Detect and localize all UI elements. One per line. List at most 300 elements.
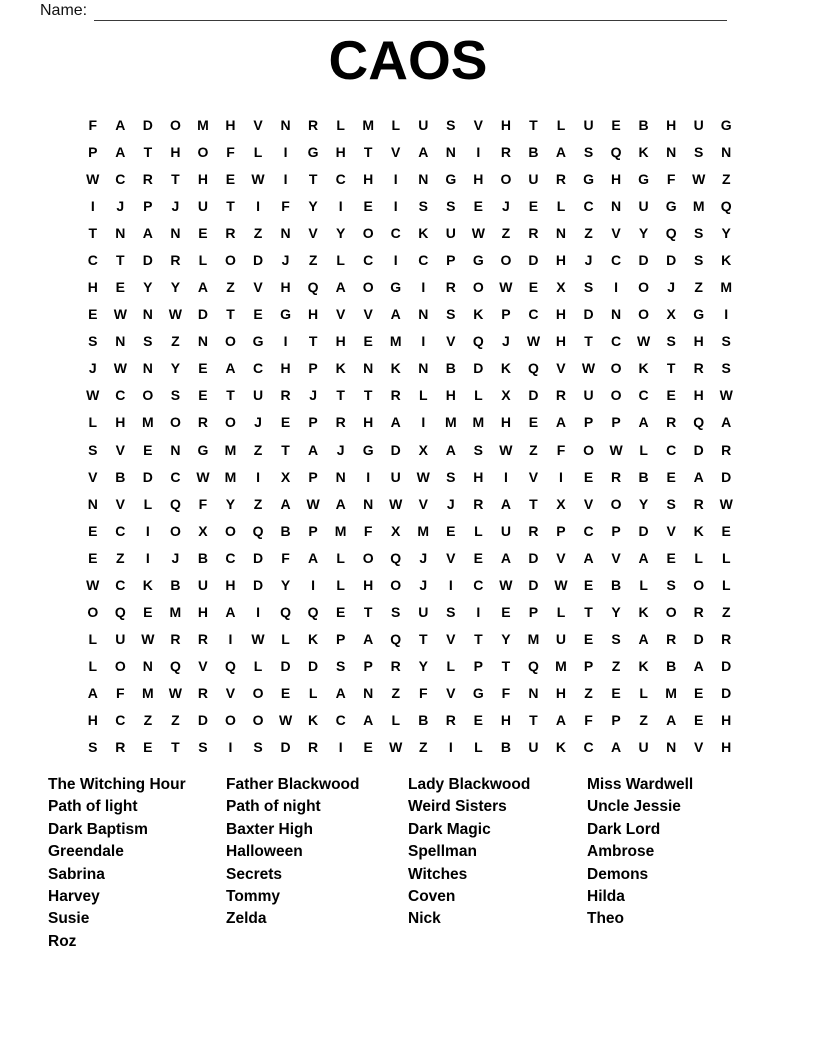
grid-letter: B — [197, 549, 208, 566]
grid-letter: H — [500, 712, 511, 729]
grid-letter: H — [87, 279, 98, 296]
word-list-item: Hilda — [587, 888, 625, 906]
grid-letter: I — [338, 739, 343, 756]
grid-letter: K — [142, 576, 153, 593]
grid-letter: Z — [501, 224, 511, 241]
grid-letter: B — [445, 360, 456, 377]
grid-letter: Z — [308, 251, 318, 268]
grid-letter: R — [170, 251, 181, 268]
grid-letter: M — [692, 197, 705, 214]
name-label: Name: — [40, 2, 88, 19]
grid-letter: Q — [225, 658, 236, 675]
grid-letter: W — [141, 631, 155, 648]
grid-letter: A — [390, 306, 401, 323]
grid-letter: D — [280, 658, 291, 675]
grid-letter: A — [363, 712, 374, 729]
grid-letter: J — [171, 549, 180, 566]
grid-letter: E — [143, 739, 153, 756]
grid-letter: I — [283, 333, 288, 350]
grid-letter: S — [694, 251, 704, 268]
grid-letter: J — [116, 197, 125, 214]
grid-letter: H — [170, 143, 181, 160]
grid-letter: M — [224, 441, 237, 458]
grid-letter: V — [611, 224, 621, 241]
grid-letter: W — [416, 468, 430, 485]
grid-letter: W — [389, 739, 403, 756]
grid-letter: J — [254, 414, 262, 431]
grid-letter: G — [472, 251, 484, 268]
grid-letter: R — [197, 414, 208, 431]
grid-letter: Q — [390, 549, 402, 566]
grid-letter: V — [253, 279, 263, 296]
grid-letter: P — [335, 631, 346, 648]
grid-letter: C — [583, 522, 594, 539]
grid-letter: W — [113, 306, 127, 323]
grid-letter: G — [472, 685, 484, 702]
grid-letter: N — [87, 495, 98, 512]
grid-letter: D — [583, 306, 594, 323]
word-column — [226, 774, 360, 931]
grid-letter: M — [169, 604, 182, 621]
grid-letter: R — [555, 170, 567, 187]
grid-letter: E — [88, 549, 98, 566]
grid-letter: O — [638, 306, 650, 323]
grid-letter: I — [393, 170, 398, 187]
grid-letter: I — [256, 468, 260, 485]
grid-letter: L — [336, 251, 345, 268]
grid-letter: N — [418, 306, 429, 323]
grid-letter: R — [500, 143, 511, 160]
grid-letter: R — [225, 224, 236, 241]
grid-letter: E — [666, 549, 676, 566]
grid-letter: V — [335, 306, 346, 323]
grid-letter: S — [611, 631, 621, 648]
grid-letter: O — [225, 333, 236, 350]
grid-letter: I — [366, 468, 371, 485]
grid-letter: R — [666, 414, 677, 431]
grid-letter: Q — [169, 495, 181, 512]
grid-letter: F — [198, 495, 208, 512]
grid-letter: Q — [390, 631, 402, 648]
grid-letter: C — [473, 576, 484, 593]
grid-letter: A — [445, 441, 456, 458]
grid-letter: O — [252, 685, 264, 702]
grid-letter: V — [391, 143, 401, 160]
grid-letter: W — [306, 495, 320, 512]
word-list-item: Spellman — [408, 843, 477, 861]
grid-letter: S — [446, 116, 456, 133]
grid-letter: E — [666, 387, 676, 404]
grid-letter: E — [694, 685, 704, 702]
grid-letter: T — [501, 658, 511, 675]
grid-letter: E — [473, 197, 484, 214]
grid-letter: A — [335, 495, 346, 512]
grid-letter: H — [280, 360, 291, 377]
grid-letter: I — [421, 414, 426, 431]
grid-letter: L — [336, 576, 345, 593]
grid-letter: R — [308, 116, 319, 133]
grid-letter: D — [528, 251, 539, 268]
grid-letter: A — [225, 360, 236, 377]
grid-letter: I — [476, 604, 481, 621]
grid-letter: D — [528, 576, 539, 593]
grid-letter: V — [446, 333, 456, 350]
grid-letter: X — [666, 306, 676, 323]
grid-letter: S — [583, 143, 594, 160]
grid-letter: E — [694, 712, 704, 729]
grid-letter: W — [86, 387, 100, 404]
grid-letter: S — [446, 604, 456, 621]
grid-letter: H — [115, 414, 126, 431]
grid-letter: R — [666, 631, 677, 648]
grid-letter: L — [143, 495, 153, 512]
word-list-item: Path of night — [226, 798, 321, 816]
grid-letter: H — [721, 712, 732, 729]
grid-letter: A — [638, 549, 649, 566]
grid-letter: R — [473, 495, 484, 512]
grid-letter: I — [145, 522, 150, 539]
grid-letter: R — [721, 441, 732, 458]
grid-letter: P — [473, 658, 484, 675]
grid-letter: L — [253, 658, 263, 675]
grid-letter: R — [115, 739, 126, 756]
grid-letter: C — [115, 387, 126, 404]
grid-letter: D — [666, 251, 677, 268]
grid-letter: D — [252, 549, 264, 566]
grid-letter: L — [474, 739, 483, 756]
grid-letter: E — [473, 549, 484, 566]
grid-letter: E — [583, 631, 594, 648]
grid-letter: L — [474, 522, 483, 539]
grid-letter: A — [390, 414, 401, 431]
word-list-item: Weird Sisters — [408, 798, 507, 816]
grid-letter: W — [113, 360, 127, 377]
grid-letter: Q — [252, 522, 264, 539]
grid-letter: L — [418, 387, 428, 404]
grid-letter: C — [87, 251, 98, 268]
grid-letter: M — [527, 631, 540, 648]
grid-letter: K — [335, 360, 346, 377]
grid-letter: V — [666, 522, 676, 539]
grid-letter: O — [169, 116, 181, 133]
grid-letter: U — [555, 631, 567, 648]
word-list-item: Roz — [48, 932, 77, 950]
grid-letter: D — [528, 387, 539, 404]
grid-letter: E — [115, 279, 125, 296]
grid-letter: I — [228, 631, 233, 648]
grid-letter: Z — [611, 658, 621, 675]
grid-letter: M — [334, 522, 347, 539]
grid-letter: L — [639, 576, 648, 593]
grid-letter: N — [280, 224, 291, 241]
grid-letter: S — [446, 468, 456, 485]
grid-letter: I — [256, 604, 260, 621]
grid-letter: A — [638, 631, 649, 648]
grid-letter: O — [362, 224, 374, 241]
grid-letter: E — [501, 604, 511, 621]
grid-letter: E — [611, 685, 621, 702]
grid-letter: L — [721, 576, 731, 593]
grid-letter: W — [692, 170, 706, 187]
grid-letter: Q — [114, 604, 126, 621]
grid-letter: J — [501, 333, 510, 350]
grid-letter: N — [142, 658, 153, 675]
grid-letter: K — [638, 604, 649, 621]
grid-letter: X — [501, 387, 511, 404]
grid-letter: C — [363, 251, 374, 268]
grid-letter: B — [500, 739, 511, 756]
grid-letter: A — [500, 495, 511, 512]
grid-letter: K — [473, 306, 484, 323]
grid-letter: S — [170, 387, 181, 404]
grid-letter: D — [280, 739, 291, 756]
grid-letter: B — [638, 468, 649, 485]
word-list-item: Dark Magic — [408, 820, 491, 838]
grid-letter: F — [281, 549, 290, 566]
grid-letter: V — [611, 549, 621, 566]
word-column — [587, 774, 693, 931]
grid-letter: Q — [610, 143, 622, 160]
grid-letter: A — [555, 143, 567, 160]
grid-letter: A — [693, 658, 704, 675]
grid-letter: O — [472, 279, 484, 296]
grid-letter: E — [198, 360, 208, 377]
grid-letter: W — [609, 441, 623, 458]
grid-letter: Z — [391, 685, 400, 702]
grid-letter: Z — [418, 739, 428, 756]
grid-letter: D — [308, 658, 319, 675]
grid-letter: J — [501, 197, 510, 214]
grid-letter: H — [555, 685, 567, 702]
grid-letter: U — [500, 522, 511, 539]
grid-letter: T — [363, 604, 373, 621]
grid-letter: K — [721, 251, 732, 268]
grid-letter: K — [308, 712, 319, 729]
grid-letter: M — [444, 414, 457, 431]
grid-letter: T — [474, 631, 483, 648]
grid-letter: I — [338, 197, 343, 214]
grid-letter: R — [555, 387, 567, 404]
grid-letter: M — [720, 279, 733, 296]
grid-letter: V — [225, 685, 236, 702]
grid-letter: O — [500, 251, 512, 268]
grid-letter: G — [583, 170, 594, 187]
grid-letter: H — [225, 116, 236, 133]
grid-letter: A — [308, 549, 319, 566]
grid-letter: C — [390, 224, 401, 241]
grid-letter: C — [610, 333, 622, 350]
grid-letter: M — [142, 414, 154, 431]
grid-letter: C — [335, 712, 346, 729]
grid-letter: A — [197, 279, 208, 296]
grid-letter: A — [583, 549, 594, 566]
grid-letter: U — [638, 739, 649, 756]
grid-letter: W — [86, 170, 100, 187]
grid-letter: T — [336, 387, 345, 404]
grid-letter: Z — [253, 224, 263, 241]
grid-letter: W — [499, 441, 513, 458]
grid-letter: T — [529, 495, 538, 512]
grid-letter: T — [529, 712, 538, 729]
grid-letter: L — [446, 658, 456, 675]
grid-letter: J — [336, 441, 345, 458]
grid-letter: F — [501, 685, 511, 702]
grid-letter: M — [197, 116, 209, 133]
grid-letter: W — [719, 495, 733, 512]
word-list-item: Dark Baptism — [48, 820, 148, 838]
grid-letter: Z — [529, 441, 538, 458]
grid-letter: F — [418, 685, 428, 702]
grid-letter: G — [638, 170, 650, 187]
grid-letter: E — [528, 279, 539, 296]
grid-letter: P — [88, 143, 98, 160]
grid-letter: N — [528, 685, 539, 702]
grid-letter: P — [583, 658, 594, 675]
grid-letter: G — [390, 279, 402, 296]
grid-letter: C — [170, 468, 181, 485]
grid-letter: H — [87, 712, 98, 729]
grid-letter: C — [115, 712, 126, 729]
word-list-item: Harvey — [48, 888, 100, 906]
grid-letter: O — [225, 522, 236, 539]
grid-letter: K — [638, 360, 649, 377]
grid-letter: Q — [693, 414, 705, 431]
grid-letter: H — [445, 387, 456, 404]
grid-letter: L — [253, 143, 263, 160]
grid-letter: T — [171, 739, 180, 756]
grid-letter: P — [308, 522, 318, 539]
grid-letter: R — [335, 414, 346, 431]
grid-letter: V — [556, 360, 566, 377]
grid-letter: U — [390, 468, 401, 485]
grid-letter: R — [528, 224, 539, 241]
word-column — [48, 774, 186, 953]
grid-letter: C — [115, 170, 126, 187]
grid-letter: L — [639, 441, 648, 458]
word-list-item: Halloween — [226, 843, 303, 861]
grid-letter: A — [610, 739, 622, 756]
grid-letter: O — [693, 576, 705, 593]
grid-letter: V — [115, 495, 125, 512]
grid-letter: M — [665, 685, 677, 702]
grid-letter: Y — [170, 360, 181, 377]
grid-letter: S — [253, 739, 263, 756]
grid-letter: H — [363, 576, 374, 593]
grid-letter: O — [390, 576, 402, 593]
grid-letter: H — [555, 306, 567, 323]
grid-letter: S — [666, 495, 676, 512]
grid-letter: Z — [694, 279, 703, 296]
grid-letter: N — [115, 333, 126, 350]
grid-letter: O — [665, 604, 677, 621]
grid-letter: T — [88, 224, 98, 241]
grid-letter: I — [256, 197, 260, 214]
grid-letter: H — [363, 170, 374, 187]
grid-letter: C — [583, 197, 594, 214]
letter-grid — [79, 111, 740, 761]
grid-letter: Y — [308, 197, 318, 214]
word-list-item: Path of light — [48, 798, 138, 816]
grid-letter: O — [500, 170, 512, 187]
grid-letter: X — [391, 522, 401, 539]
grid-letter: A — [693, 468, 704, 485]
grid-letter: O — [114, 658, 126, 675]
grid-letter: U — [693, 116, 704, 133]
grid-letter: A — [721, 414, 732, 431]
grid-letter: Z — [226, 279, 235, 296]
grid-letter: L — [308, 685, 318, 702]
grid-letter: Z — [639, 712, 648, 729]
grid-letter: L — [556, 197, 566, 214]
grid-letter: V — [198, 658, 208, 675]
grid-letter: T — [226, 387, 235, 404]
grid-letter: Q — [527, 658, 539, 675]
grid-letter: G — [307, 143, 319, 160]
grid-letter: O — [252, 712, 264, 729]
grid-letter: Q — [307, 279, 319, 296]
grid-letter: O — [225, 251, 236, 268]
grid-letter: L — [639, 685, 648, 702]
grid-letter: V — [446, 685, 456, 702]
grid-letter: Z — [721, 604, 731, 621]
grid-letter: S — [418, 197, 428, 214]
grid-letter: V — [446, 631, 456, 648]
grid-letter: T — [308, 170, 318, 187]
word-list-item: Witches — [408, 865, 468, 883]
grid-letter: D — [693, 441, 704, 458]
grid-letter: N — [335, 468, 346, 485]
grid-letter: N — [363, 360, 374, 377]
grid-letter: Y — [501, 631, 511, 648]
grid-letter: O — [583, 441, 594, 458]
grid-letter: I — [448, 576, 453, 593]
grid-letter: N — [170, 441, 181, 458]
grid-letter: J — [419, 576, 428, 593]
grid-letter: A — [225, 604, 236, 621]
grid-letter: L — [474, 387, 483, 404]
word-list-item: Miss Wardwell — [587, 776, 694, 793]
grid-letter: E — [528, 414, 539, 431]
grid-letter: E — [473, 712, 484, 729]
grid-letter: T — [584, 604, 593, 621]
grid-letter: K — [638, 143, 649, 160]
grid-letter: H — [555, 333, 567, 350]
grid-letter: P — [611, 522, 621, 539]
grid-letter: Q — [472, 333, 484, 350]
grid-letter: H — [555, 251, 567, 268]
word-list-item: Greendale — [48, 843, 124, 861]
grid-letter: X — [280, 468, 291, 485]
grid-letter: F — [584, 712, 593, 729]
grid-letter: B — [115, 468, 126, 485]
grid-letter: A — [555, 712, 567, 729]
grid-letter: A — [638, 414, 649, 431]
grid-letter: D — [528, 549, 539, 566]
grid-letter: D — [638, 251, 649, 268]
grid-letter: W — [471, 224, 485, 241]
grid-letter: S — [88, 739, 98, 756]
word-list-item: Zelda — [226, 910, 267, 928]
grid-letter: N — [555, 224, 567, 241]
grid-letter: V — [528, 468, 539, 485]
grid-letter: I — [614, 279, 618, 296]
grid-letter: A — [555, 414, 567, 431]
grid-letter: N — [142, 360, 153, 377]
grid-letter: E — [198, 387, 208, 404]
grid-letter: T — [171, 170, 180, 187]
grid-letter: G — [693, 306, 705, 323]
grid-letter: O — [142, 387, 154, 404]
